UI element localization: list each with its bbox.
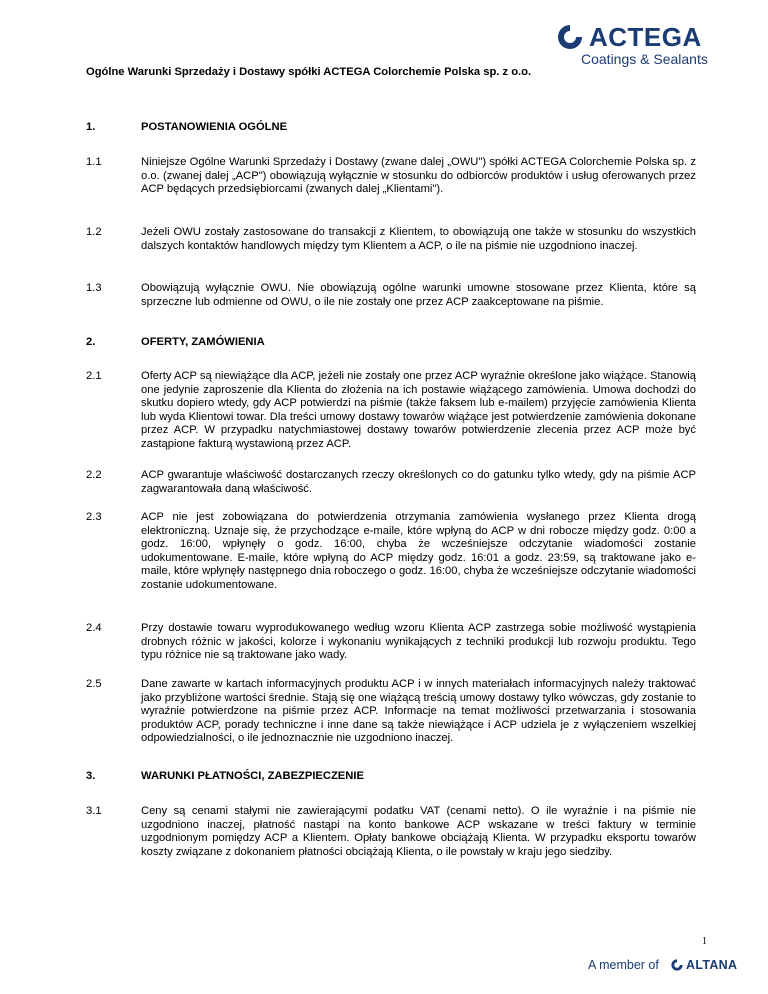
footer-member-text: A member of (588, 958, 659, 972)
clause-number: 1.1 (86, 156, 102, 168)
document-title: Ogólne Warunki Sprzedaży i Dostawy spółki ACTEGA Colorchemie Polska sp. z o.o. (86, 66, 532, 78)
actega-logo (555, 22, 755, 72)
clause-number: 1.3 (86, 282, 102, 294)
section-title: POSTANOWIENIA OGÓLNE (141, 121, 288, 133)
clause-text: Przy dostawie towaru wyprodukowanego według wzoru Klienta ACP zastrzega sobie możliwość wystąpienia drobnych różnic w jakości, kolorze i wykonaniu wynikających z techniki produkcji lub rozwoju produktu. Tego typu różnice nie są traktowane jako wady. (141, 622, 696, 661)
clause-number: 3.1 (86, 805, 102, 817)
section-number: 1. (86, 121, 96, 133)
clause-number: 2.3 (86, 511, 102, 523)
section-title: OFERTY, ZAMÓWIENIA (141, 336, 265, 348)
section-number: 3. (86, 770, 96, 782)
footer-altana (588, 956, 758, 976)
section-number: 2. (86, 336, 96, 348)
page-number: 1 (702, 936, 707, 947)
logo-wordmark: ACTEGA (589, 22, 702, 52)
clause-text: Ceny są cenami stałymi nie zawierającymi podatku VAT (cenami netto). O ile wyraźnie i na piśmie nie uzgodniono inaczej, płatność nastąpi na konto bankowe ACP wskazane w treści faktury w terminie uzgodnionym pomiędzy ACP a Klientem. Opłaty bankowe obciążają Klienta. W przypadku eksportu towarów koszty związane z dokonaniem płatności obciążają Klienta, o ile powstały w kraju jego siedziby. (141, 805, 696, 858)
logo-subtitle: Coatings & Sealants (581, 51, 708, 67)
clause-text: ACP gwarantuje właściwość dostarczanych rzeczy określonych co do gatunku tylko wtedy, gdy na piśmie ACP zagwarantowała daną właściwość. (141, 469, 696, 495)
clause-text: Niniejsze Ogólne Warunki Sprzedaży i Dostawy (zwane dalej „OWU") spółki ACTEGA Colorchemie Polska sp. z o.o. (zwanej dalej „ACP") obowiązują wyłącznie w stosunku do odbiorców produktów i usług oferowanych przez ACP będących przedsiębiorcami (zwanych dalej „Klientami"). (141, 156, 696, 195)
clause-number: 2.2 (86, 469, 102, 481)
actega-logo-icon (555, 22, 585, 52)
clause-text: Jeżeli OWU zostały zastosowane do transakcji z Klientem, to obowiązują one także w stosunku do wszystkich dalszych kontaktów handlowych między tym Klientem a ACP, o ile na piśmie nie uzgodniono inaczej. (141, 226, 696, 252)
clause-text: Obowiązują wyłącznie OWU. Nie obowiązują ogólne warunki umowne stosowane przez Klienta, które są sprzeczne lub odmienne od OWU, o ile nie zostały one przez ACP zaakceptowane na piśmie. (141, 282, 696, 308)
clause-text: Dane zawarte w kartach informacyjnych produktu ACP i w innych materiałach informacyjnych należy traktować jako przybliżone wartości średnie. Stają się one wiążącą treścią umowy dostawy tylko wówczas, gdy zostanie to wyraźnie potwierdzone na piśmie przez ACP. Informacje na temat możliwości przetwarzania i stosowania produktów ACP, porady techniczne i inne dane są także niewiążące i ACP udziela je z wyłączeniem wszelkiej odpowiedzialności, o ile jednoznacznie nie uzgodniono inaczej. (141, 678, 696, 744)
footer-brand: ALTANA (686, 958, 738, 972)
clause-number: 2.4 (86, 622, 102, 634)
altana-logo-icon (670, 958, 684, 972)
clause-number: 2.1 (86, 370, 102, 382)
clause-number: 2.5 (86, 678, 102, 690)
clause-number: 1.2 (86, 226, 102, 238)
clause-text: Oferty ACP są niewiążące dla ACP, jeżeli nie zostały one przez ACP wyraźnie określone jako wiążące. Stanowią one jedynie zaproszenie dla Klienta do złożenia na ich postawie wiążącego zamówienia. Umowa dochodzi do skutku dopiero wtedy, gdy ACP potwierdzi na piśmie (także faksem lub e-mailem) przyjęcie zamówienia Klienta lub wyda Klientowi towar. Dla treści umowy dostawy towarów wiążące jest potwierdzenie zamówienia dokonane przez ACP. W przypadku natychmiastowej dostawy towarów potwierdzenie zlecenia przez ACP może być zastąpione fakturą wystawioną przez ACP. (141, 370, 696, 450)
section-title: WARUNKI PŁATNOŚCI, ZABEZPIECZENIE (141, 770, 364, 782)
clause-text: ACP nie jest zobowiązana do potwierdzenia otrzymania zamówienia wysłanego przez Klienta drogą elektroniczną. Uznaje się, że przychodzące e-maile, które wpłyną do ACP w dni robocze między godz. 0:00 a godz. 16:00, wpłynęły o godz. 16:00, chyba że wcześniejsze odczytanie wiadomości zostanie udokumentowane. E-maile, które wpłyną do ACP między godz. 16:01 a godz. 23:59, są traktowane jako e-maile, które wpłynęły następnego dnia roboczego o godz. 16:00, chyba że wcześniejsze odczytanie wiadomości zostanie udokumentowane. (141, 511, 696, 591)
